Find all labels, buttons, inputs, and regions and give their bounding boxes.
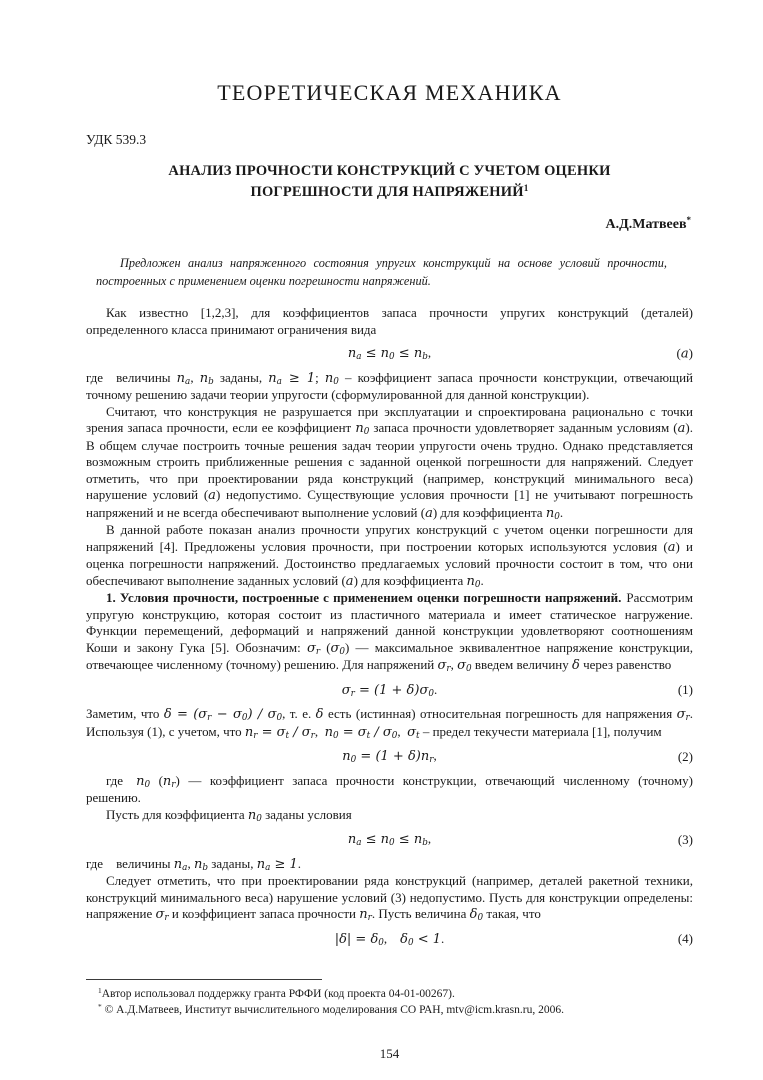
paragraph-where-n0: где $n_0$ $(n_r)$ — коэффициент запаса прочности конструкции, отвечающий численному (точному) решению. [86,772,693,805]
equation-a-formula: $n_a \le n_0 \le n_b$, [347,345,432,363]
equation-1-formula: $\sigma_r = (1 + \delta)\sigma_0$. [341,681,438,699]
equation-3-formula: $n_a \le n_0 \le n_b$, [347,831,432,849]
footnote-copyright: * © А.Д.Матвеев, Институт вычислительного моделирования СО РАН, mtv@icm.krasn.ru, 2006. [98,1001,564,1016]
section-1-text: Рассмотрим упругую конструкцию, которая состоит из пластичного материала и имеет статическое нагружение. Функции перемещений, деформаций и напряжений данной конструкции удовлетворяют соотношениям Коши и закону Гука [5]. Обозначим: $\sigma_r$ $(\sigma_0)$ — максимальное эквивалентное напряжение конструкции, отвечающее численному (точному) решению. Для напряжений $\sigma_r$, $\sigma_0$ введем величину δ через равенство [86,590,693,675]
equation-4 [86,931,693,949]
equation-4-label: (4) [677,931,693,946]
equation-a [86,345,693,363]
page-number: 154 [379,1045,400,1061]
equation-1-label: (1) [677,682,693,697]
paragraph-where-3: где величины $n_a$, $n_b$ заданы, $n_a \ge 1$. [86,855,302,873]
paragraph-let-n0: Пусть для коэффициента $n_0$ заданы условия [106,806,352,824]
footnote-grant: $^1$Автор использовал поддержку гранта РФФИ (код проекта 04-01-00267). [98,985,455,1000]
footnote-rule [86,979,322,980]
equation-2-label: (2) [677,748,693,764]
equation-2 [86,748,693,766]
paragraph-where-a: где величины $n_a$, $n_b$ заданы, $n_a \ge 1$; $n_0$ – коэффициент запаса прочности конструкции, отвечающий точному решению задачи теории упругости (сформулированной для данной конструкции). [86,369,693,402]
udc-code: УДК 539.3 [86,132,147,147]
paragraph-design-note: Следует отметить, что при проектировании ряда конструкций (например, деталей ракетной техники, конструкций минимального веса) нарушение условий (3) недопустимо. Пусть для конструкции определены: напряжение $\sigma_r$ и коэффициент запаса прочности $n_r$. Пусть величина $\delta_0$ такая, что [86,873,693,924]
page-footer [86,969,693,1063]
paragraph-strength-discussion: Считают, что конструкция не разрушается при эксплуатации и спроектирована рационально с точки зрения запаса прочности, если ее коэффициент $n_0$ запаса прочности удовлетворяет заданным условиям (a). В общем случае построить точные решения задач теории упругости очень трудно. Однако представляется возможным строить приближенные решения с заданной оценкой погрешности для напряжений. Следует отметить, что при проектировании ряда конструкций (например, конструкций минимального веса) нарушение условий (a) недопустимо. Существующие условия прочности [1] не учитывают погрешность напряжений и не всегда обеспечивают выполнение условий (a) для коэффициента $n_0$. [86,403,693,522]
equation-4-formula: $|\delta| = \delta_0$, $\delta_0 < 1$. [334,930,445,948]
paragraph-intro: Как известно [1,2,3], для коэффициентов запаса прочности упругих конструкций (деталей) определенного класса принимают ограничения вида [86,305,693,337]
author-name: А.Д.Матвеев* [605,214,691,232]
equation-2-formula: $n_0 = (1 + \delta)n_r$, [342,748,437,766]
running-head: ТЕОРЕТИЧЕСКАЯ МЕХАНИКА [217,80,562,105]
equation-3-label: (3) [677,831,693,847]
equation-1 [86,682,693,700]
paragraph-this-work: В данной работе показан анализ прочности упругих конструкций с учетом оценки погрешности для напряжений [4]. Предложены условия прочности, при построении которых используются условия (a) и оценка погрешности напряжений. Достоинство предлагаемых условий прочности состоит в том, что они обеспечивают выполнение заданных условий (a) для коэффициента $n_0$. [86,522,694,590]
section-1-heading: 1. Условия прочности, построенные с применением оценки погрешности напряжений. [106,590,622,605]
equation-a-label: (a) [676,345,693,361]
abstract: Предложен анализ напряженного состояния упругих конструкций на основе условий прочности, построенных с применением оценки погрешности напряжений. [96,256,667,288]
article-title: АНАЛИЗ ПРОЧНОСТИ КОНСТРУКЦИЙ С УЧЕТОМ ОЦЕНКИ ПОГРЕШНОСТИ ДЛЯ НАПРЯЖЕНИЙ$^1$ [168,162,611,200]
paragraph-note-delta: Заметим, что $\delta = (\sigma_r - \sigma_0) / \sigma_0$, т. е. δ есть (истинная) относительная погрешность для напряжения $\sigma_r$. Используя (1), с учетом, что $n_r = \sigma_t / \sigma_r$, $n_0 = \sigma_t / \sigma_0$, $\sigma_t$ – предел текучести материала [1], получим [86,706,694,741]
section-1-paragraph [86,590,693,675]
equation-3 [86,831,693,849]
